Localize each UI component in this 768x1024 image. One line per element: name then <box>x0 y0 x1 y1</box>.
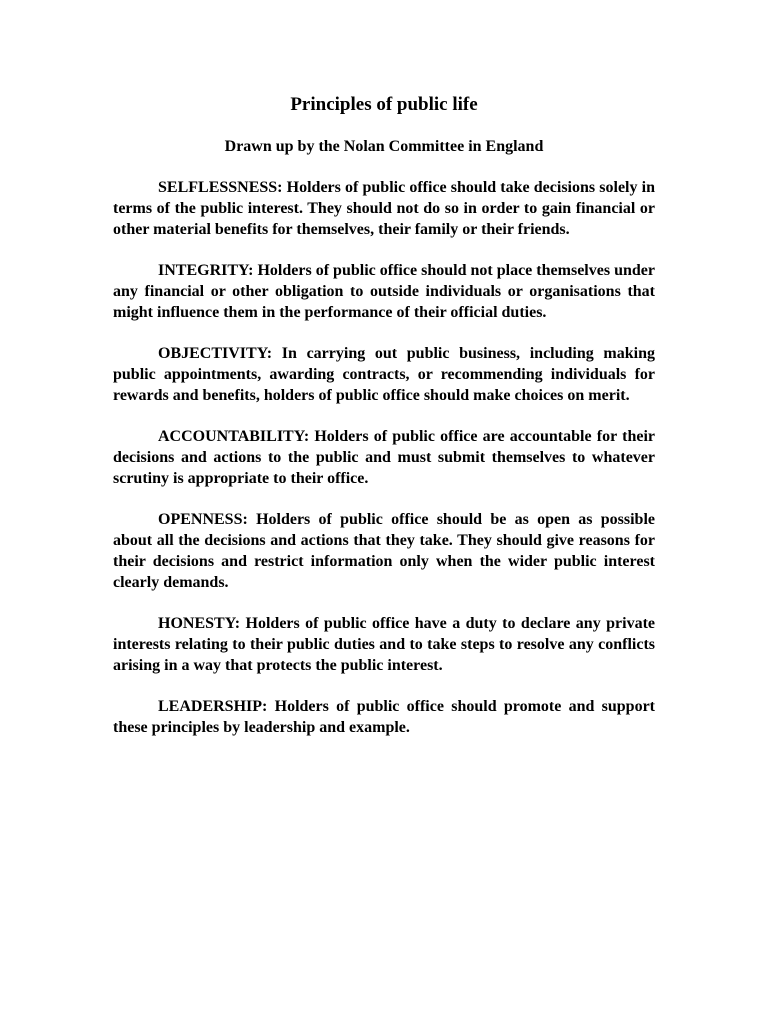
document-subtitle: Drawn up by the Nolan Committee in England <box>224 138 544 155</box>
principle-accountability: ACCOUNTABILITY: Holders of public office are accountable for their decisions and actions to the public and must submit themselves to whatever scrutiny is appropriate to their office. <box>113 428 655 487</box>
principle-leadership: LEADERSHIP: Holders of public office should promote and support these principles by leadership and example. <box>113 698 655 736</box>
principle-integrity: INTEGRITY: Holders of public office should not place themselves under any financial or other obligation to outside individuals or organisations that might influence them in the performance of their official duties. <box>113 262 655 321</box>
document-body <box>113 92 655 758</box>
principle-selflessness: SELFLESSNESS: Holders of public office should take decisions solely in terms of the public interest. They should not do so in order to gain financial or other material benefits for themselves, their family or their friends. <box>113 179 655 238</box>
principle-objectivity: OBJECTIVITY: In carrying out public business, including making public appointments, awarding contracts, or recommending individuals for rewards and benefits, holders of public office should make choices on merit. <box>113 345 655 404</box>
document-title: Principles of public life <box>290 94 478 115</box>
principle-openness: OPENNESS: Holders of public office should be as open as possible about all the decisions and actions that they take. They should give reasons for their decisions and restrict information only when the wider public interest clearly demands. <box>113 511 655 591</box>
principle-honesty: HONESTY: Holders of public office have a duty to declare any private interests relating to their public duties and to take steps to resolve any conflicts arising in a way that protects the public interest. <box>113 615 655 674</box>
